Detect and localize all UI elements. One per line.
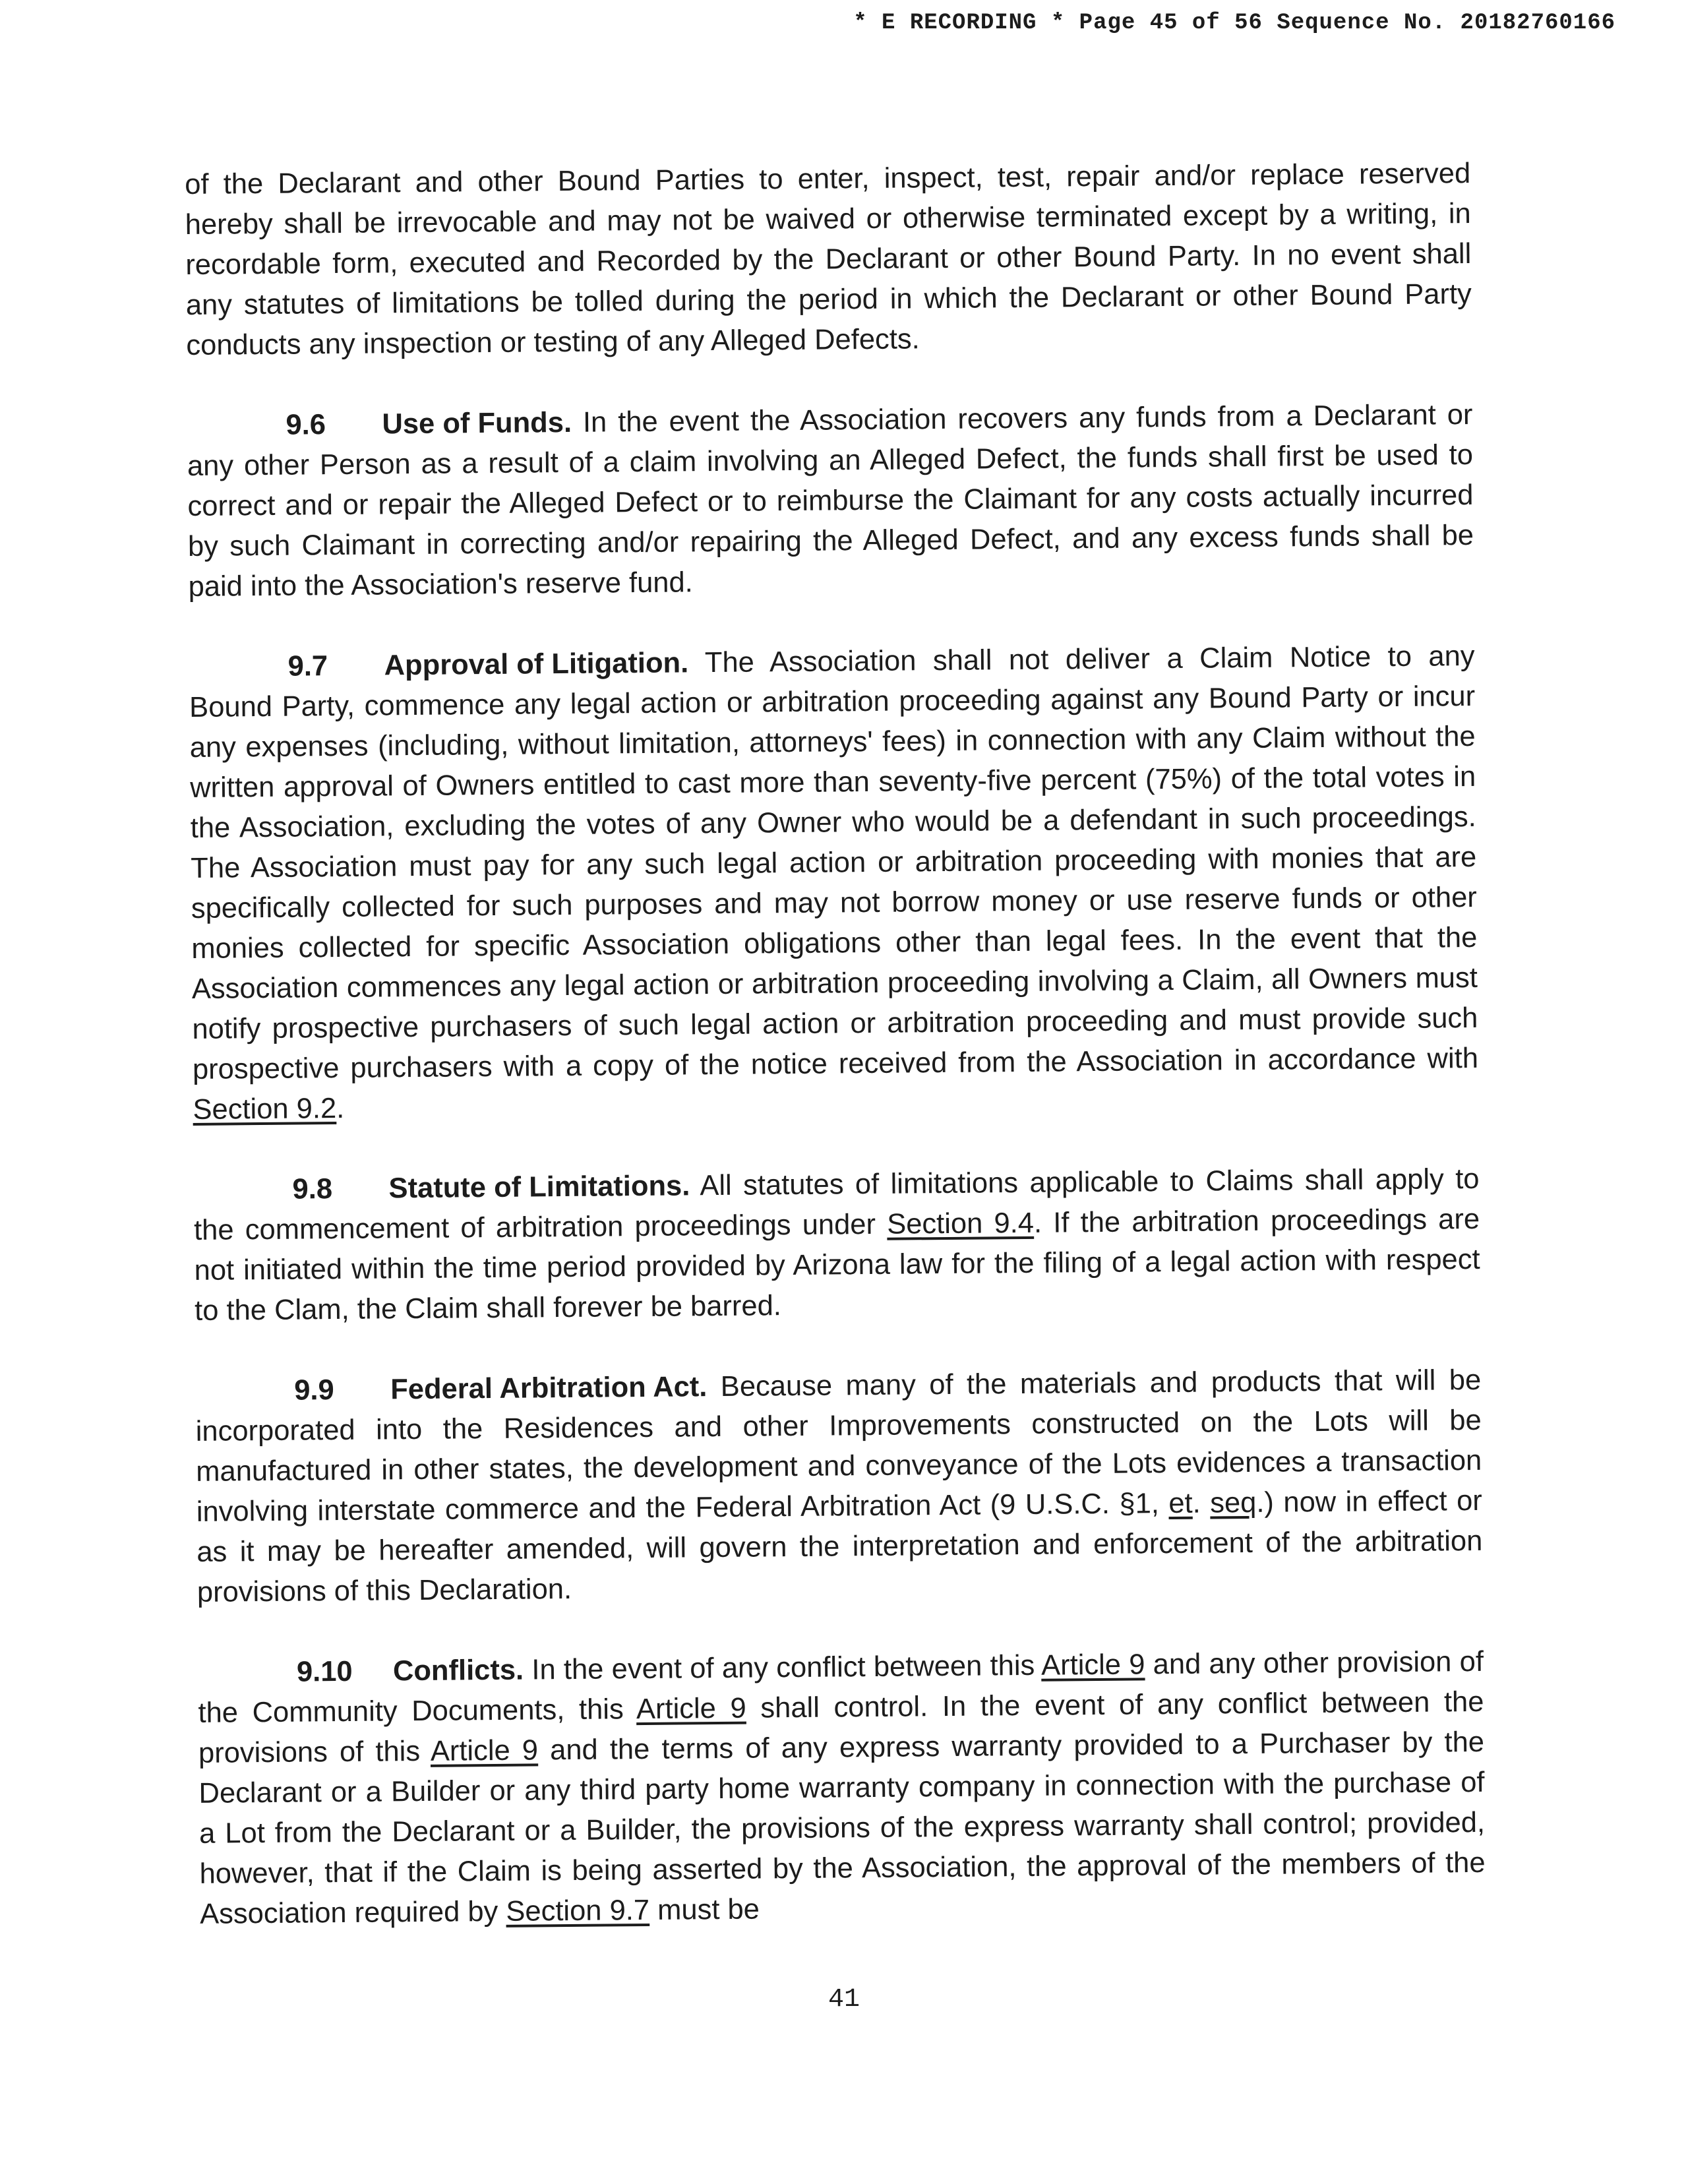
article-reference: Article 9 bbox=[1040, 1649, 1145, 1682]
section-text: .) now in effect or as it may be hereafter amended, will govern the interpretation and enforcement of the arbitration provisions of this Declaration. bbox=[196, 1484, 1483, 1608]
section-text: All statutes of limitations applicable to Claims shall apply to the commencement of arbitration proceedings under bbox=[193, 1163, 1480, 1246]
section-title: Statute of Limitations. bbox=[388, 1170, 690, 1205]
article-reference: Article 9 bbox=[636, 1692, 746, 1726]
section-number: 9.10 bbox=[296, 1655, 353, 1688]
section-text: In the event of any conflict between this bbox=[531, 1649, 1035, 1686]
seq-reference: seq bbox=[1209, 1486, 1257, 1519]
section-text: Because many of the materials and products that will be incorporated into the Residences and other Improvements constructed on the Lots will be manufactured in other states, the development and conveyance of the Lots evidences a transaction involving interstate commerce and the Federal Arbitration Act (9 U.S.C. §1, bbox=[195, 1364, 1482, 1528]
section-title: Conflicts. bbox=[392, 1654, 524, 1687]
section-reference: Section 9.7 bbox=[506, 1894, 650, 1927]
section-reference: Section 9.2 bbox=[193, 1093, 337, 1126]
section-text: . If the arbitration proceedings are not initiated within the time period provided by Arizona law for the filing of a legal action with respect to the Clam, the Claim shall forever be barred. bbox=[194, 1203, 1480, 1327]
section-9-9 bbox=[195, 1360, 1483, 1613]
section-title: Federal Arbitration Act. bbox=[390, 1371, 708, 1406]
continuation-paragraph: of the Declarant and other Bound Parties to enter, inspect, test, repair and/or replace reserved hereby shall be irrevocable and may not be waived or otherwise terminated except by a writing, in recordable form, executed and Recorded by the Declarant or other Bound Party. In no event shall any statutes of limitations be tolled during the period in which the Declarant or other Bound Party conducts any inspection or testing of any Alleged Defects. bbox=[185, 157, 1472, 361]
section-reference: Section 9.4 bbox=[886, 1207, 1035, 1240]
section-number: 9.8 bbox=[292, 1173, 333, 1205]
page-number: 41 bbox=[828, 1985, 860, 2015]
section-text: In the event the Association recovers any funds from a Declarant or any other Person as a result of a claim involving an Alleged Defect, the funds shall first be used to correct and or repair the Alleged Defect or to reimburse the Claimant for any costs actually incurred by such Claimant in correcting and/or repairing the Alleged Defect, and any excess funds shall be paid into the Association's reserve fund. bbox=[187, 398, 1474, 603]
section-9-7 bbox=[189, 636, 1478, 1130]
section-number: 9.9 bbox=[294, 1374, 334, 1407]
section-text: shall control. In the event of any conflict between the provisions of this bbox=[198, 1685, 1484, 1769]
section-9-8 bbox=[193, 1159, 1480, 1331]
section-9-10 bbox=[198, 1642, 1486, 1935]
section-9-6 bbox=[187, 395, 1474, 607]
section-number: 9.7 bbox=[287, 650, 328, 682]
section-title: Use of Funds. bbox=[382, 406, 572, 440]
section-text: must be bbox=[657, 1893, 760, 1926]
section-text: and any other provision of the Community Documents, this bbox=[198, 1645, 1484, 1729]
section-number: 9.6 bbox=[286, 409, 326, 441]
et-dot: . bbox=[1192, 1487, 1201, 1519]
recording-header: * E RECORDING * Page 45 of 56 Sequence No. 20182760166 bbox=[853, 11, 1615, 36]
section-text: The Association shall not deliver a Claim Notice to any Bound Party, commence any legal action or arbitration proceeding against any Bound Party or incur any expenses (including, without limitation, attorneys' fees) in connection with any Claim without the written approval of Owners entitled to cast more than seventy-five percent (75%) of the total votes in the Association, excluding the votes of any Owner who would be a defendant in such proceedings. The Association must pay for any such legal action or arbitration proceeding with monies that are specifically collected for such purposes and may not borrow money or use reserve funds or other monies collected for specific Association obligations other than legal fees. In the event that the Association commences any legal action or arbitration proceeding involving a Claim, all Owners must notify prospective purchasers of such legal action or arbitration proceeding and must provide such prospective purchasers with a copy of the notice received from the Association in accordance with bbox=[189, 640, 1479, 1085]
section-text-end: . bbox=[336, 1092, 345, 1125]
document-body bbox=[185, 154, 1486, 1975]
et-reference: et bbox=[1168, 1487, 1193, 1520]
article-reference: Article 9 bbox=[430, 1734, 539, 1767]
section-text: and the terms of any express warranty provided to a Purchaser by the Declarant or a Builder or any third party home warranty company in connection with the purchase of a Lot from the Declarant or a Builder, the provisions of the express warranty shall control; provided, however, that if the Claim is being asserted by the Association, the approval of the members of the Association required by bbox=[198, 1726, 1486, 1930]
section-title: Approval of Litigation. bbox=[384, 647, 689, 682]
